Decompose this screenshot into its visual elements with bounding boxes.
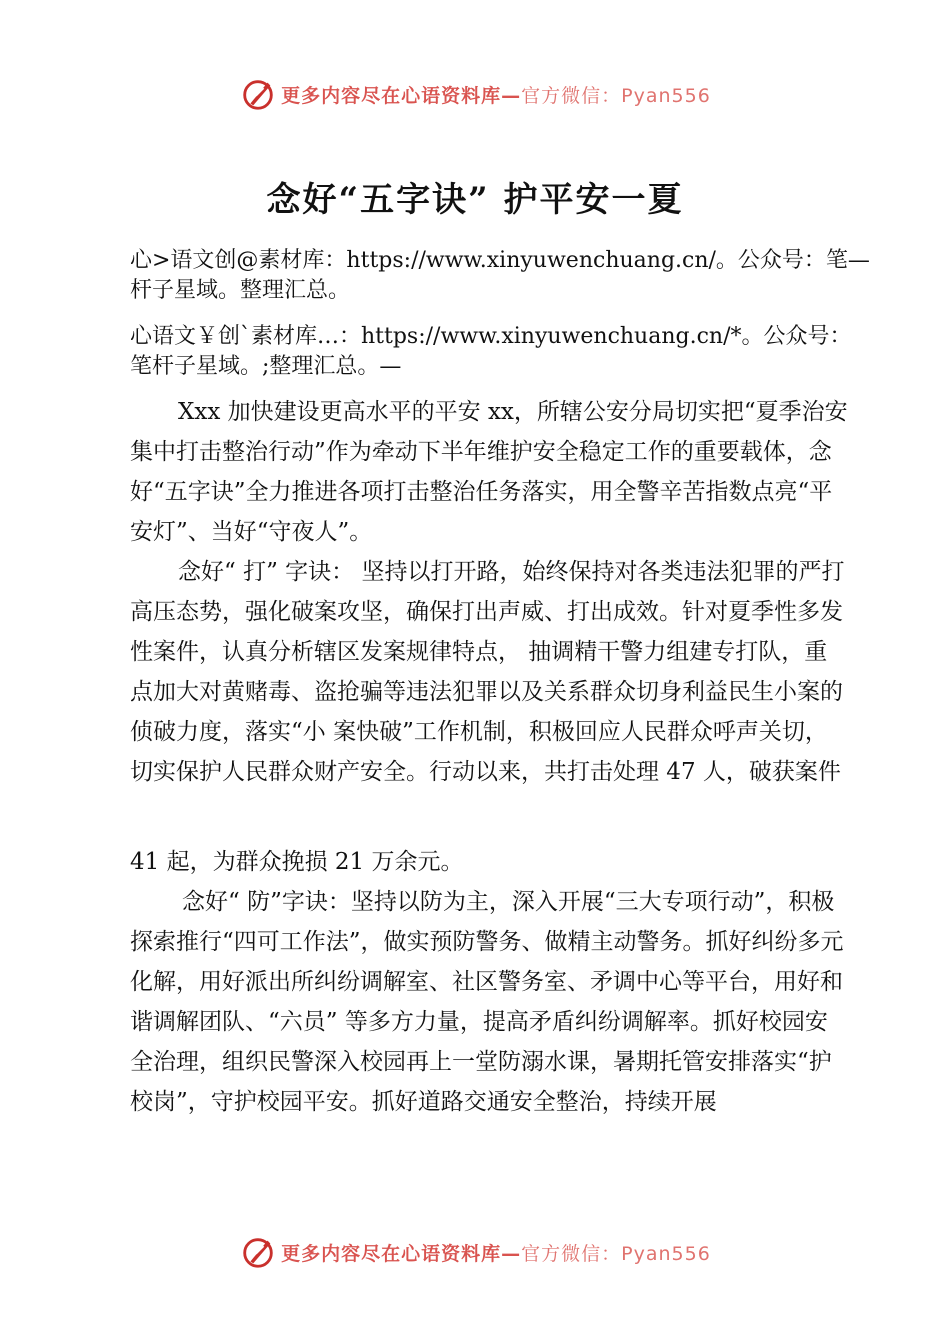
banner-text: 更多内容尽在心语资料库—官方微信：Pyan556: [281, 1242, 711, 1265]
paragraph-intro: Xxx 加快建设更高水平的平安 xx，所辖公安分局切实把“夏季治安集中打击整治行动”作为牵动下半年维护安全稳定工作的重要载体，念好“五字诀”全力推进各项打击整治任务落实，用全警辛苦指数点亮“平安灯”、当好“守夜人”。: [130, 399, 848, 545]
header-banner: [0, 70, 950, 118]
paragraph-da-result: 41 起，为群众挽损 21 万余元。: [130, 849, 464, 875]
quill-logo-icon: [239, 1233, 277, 1271]
footer-banner: [0, 1228, 950, 1276]
banner-text: 更多内容尽在心语资料库—官方微信：Pyan556: [281, 84, 711, 107]
paragraph-fang: 念好“ 防”字诀：坚持以防为主，深入开展“三大专项行动”，积极探索推行“四可工作法”，做实预防警务、做精主动警务。抓好纠纷多元化解，用好派出所纠纷调解室、社区警务室、矛调中心等平台，用好和谐调解团队、“六员” 等多方力量，提高矛盾纠纷调解率。抓好校园安全治理，组织民警深入校园再上一堂防溺水课，暑期托管安排落实“护校岗”，守护校园平安。抓好道路交通安全整治，持续开展: [130, 889, 844, 1115]
banner-wechat: 官方微信：Pyan556: [521, 84, 711, 107]
page-title: 念好“五字诀” 护平安一夏: [266, 180, 684, 220]
quill-logo-icon: [239, 75, 277, 113]
source-line-1: 心>语文创@素材库：https://www.xinyuwenchuang.cn/。公众号：笔—杆子星域。整理汇总。: [130, 248, 870, 303]
paragraph-da: 念好“ 打” 字诀： 坚持以打开路，始终保持对各类违法犯罪的严打高压态势，强化破案攻坚，确保打出声威、打出成效。针对夏季性多发性案件，认真分析辖区发案规律特点， 抽调精干警力组建专打队，重点加大对黄赌毒、盗抢骗等违法犯罪以及关系群众切身利益民生小案的侦破力度，落实“小 案快破”工作机制，积极回应人民群众呼声关切，切实保护人民群众财产安全。行动以来，共打击处理 47 人，破获案件: [130, 559, 845, 785]
banner-wechat: 官方微信：Pyan556: [521, 1242, 711, 1265]
source-line-2: 心语文￥创`素材库…：https://www.xinyuwenchuang.cn/*。公众号：笔杆子星域。;整理汇总。—: [130, 324, 852, 379]
